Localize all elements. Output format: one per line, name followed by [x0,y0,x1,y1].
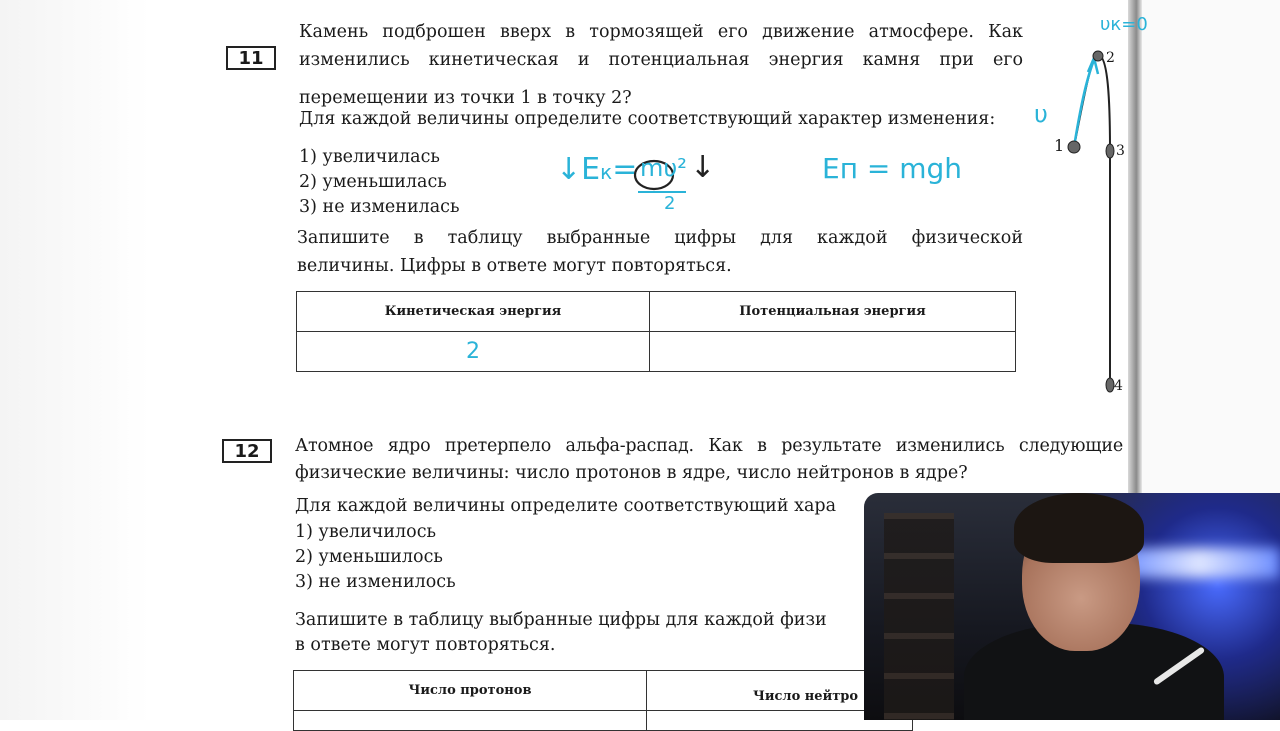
q11-intro-line-2: изменились кинетическая и потенциальная энергия камня при его [299,50,1023,70]
annotation-kinetic-numerator: mυ² [640,154,687,182]
question-number-12: 12 [222,439,272,463]
q12-table-prompt-line-2: в ответе могут повторяться. [295,635,556,655]
q11-answer-kinetic[interactable] [297,332,650,372]
trajectory-figure [1030,0,1140,400]
annotation-down-arrow: ↓ [690,150,716,185]
annotation-potential-formula: Eп = mgh [822,152,963,185]
figure-point-4-label: 4 [1114,378,1123,394]
annotation-kinetic-denominator: 2 [664,193,676,214]
q11-header-kinetic: Кинетическая энергия [297,292,650,332]
webcam-blue-light [1119,548,1280,578]
annotation-fraction-bar [638,191,686,193]
q12-option-2: 2) уменьшилось [295,547,443,567]
annotation-velocity-label: υ [1034,100,1048,128]
figure-point-2-label: 2 [1106,50,1115,66]
q12-table-prompt-line-1: Запишите в таблицу выбранные цифры для каждой физи [295,610,827,630]
q12-intro-line-2: физические величины: число протонов в ядре, число нейтронов в ядре? [295,463,968,483]
q11-option-2: 2) уменьшилась [299,172,447,192]
q12-answer-table [293,670,913,731]
background-left [0,0,150,720]
q12-header-neutrons: Число нейтро [647,671,913,711]
webcam-person-hair [1014,493,1144,563]
webcam-shelf [884,513,954,720]
q11-table-prompt-line-2: величины. Цифры в ответе могут повторяться. [297,256,732,276]
webcam-overlay [864,493,1280,720]
annotation-velocity-top-label: υк=0 [1100,14,1148,35]
q11-header-potential: Потенциальная энергия [650,292,1016,332]
q12-option-1: 1) увеличилось [295,522,437,542]
q12-intro-line-1: Атомное ядро претерпело альфа-распад. Как в результате изменились следующие [295,436,1123,456]
annotation-kinetic-formula: ↓Eк= [556,152,638,187]
q11-option-1: 1) увеличилась [299,147,440,167]
figure-point-3-label: 3 [1116,143,1125,159]
q11-intro-line-3: перемещении из точки 1 в точку 2? [299,88,632,108]
q12-instruction: Для каждой величины определите соответствующий хара [295,496,837,516]
q11-option-3: 3) не изменилась [299,197,460,217]
q11-table-prompt-line-1: Запишите в таблицу выбранные цифры для каждой физической [297,228,1023,248]
q11-intro-line-1: Камень подброшен вверх в тормозящей его движение атмосфере. Как [299,22,1023,42]
q11-answer-table [296,291,1016,372]
q11-instruction: Для каждой величины определите соответствующий характер изменения: [299,109,996,129]
question-number-11: 11 [226,46,276,70]
q11-answer-potential[interactable] [650,332,1016,372]
q12-header-protons: Число протонов [294,671,647,711]
q12-answer-protons[interactable] [294,711,647,731]
q12-option-3: 3) не изменилось [295,572,456,592]
q11-answer-kinetic-value: 2 [466,339,480,364]
figure-point-1-label: 1 [1054,136,1065,155]
